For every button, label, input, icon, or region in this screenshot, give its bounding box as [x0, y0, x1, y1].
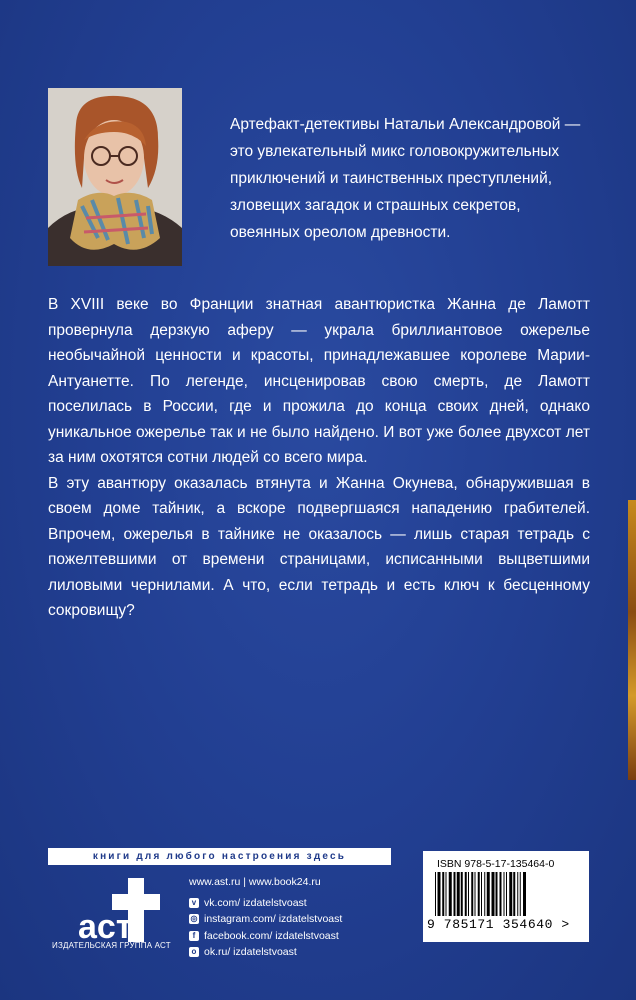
intro-line: овеянных ореолом древности.: [230, 224, 451, 241]
tagline-banner: книги для любого настроения здесь: [48, 848, 391, 865]
social-link-text: vk.com/ izdatelstvoast: [204, 896, 307, 909]
facebook-icon: f: [189, 931, 199, 941]
barcode-bar: [438, 872, 441, 916]
barcode-bar: [454, 872, 456, 916]
barcode-bar: [471, 872, 473, 916]
barcode-bar: [506, 872, 507, 916]
barcode-bar: [461, 872, 463, 916]
social-link-text: facebook.com/ izdatelstvoast: [204, 929, 339, 942]
logo-text: аст: [78, 908, 133, 946]
vk-icon: v: [189, 898, 199, 908]
publisher-caption: ИЗДАТЕЛЬСКАЯ ГРУППА АСТ: [52, 941, 171, 950]
publisher-logo: [56, 872, 176, 982]
barcode-bar: [468, 872, 469, 916]
intro-line: Артефакт-детективы Натальи Александровой —: [230, 116, 581, 133]
barcode-bar: [496, 872, 498, 916]
barcode-bar: [484, 872, 485, 916]
social-link-text: ok.ru/ izdatelstvoast: [204, 946, 297, 958]
barcode-bar: [487, 872, 490, 916]
isbn-number: ISBN 978-5-17-135464-0: [437, 858, 555, 870]
barcode-bar: [520, 872, 521, 916]
instagram-icon: ◎: [190, 914, 198, 924]
barcode-bar: [509, 872, 512, 916]
barcode-bar: [500, 872, 502, 916]
barcode-bar: [465, 872, 467, 916]
author-photo: [48, 88, 182, 266]
barcode-bar: [504, 872, 505, 916]
odnoklassniki-icon: o: [189, 947, 199, 957]
intro-line: зловещих загадок и страшных секретов,: [230, 197, 521, 214]
author-intro: [230, 111, 610, 246]
barcode-bar: [475, 872, 476, 916]
synopsis-paragraph: В XVIII веке во Франции знатная авантюристка Жанна де Ламотт провернула дерзкую аферу — украла бриллиантовое ожерелье необычайной ценности и красоты, принадлежавшее королеве Марии-Антуанетте. По легенде, инсценировав свою смерть, де Ламотт поселилась в России, где и прожила до конца своих дней, однако уникальное ожерелье так и не было найдено. И вот уже более двухсот лет за ним охотятся сотни людей со всего мира.: [48, 296, 590, 466]
synopsis: [48, 292, 590, 624]
barcode-bar: [442, 872, 444, 916]
publisher-links: [189, 874, 389, 961]
intro-line: это увлекательный микс головокружительных: [230, 143, 560, 160]
website-links[interactable]: www.ast.ru | www.book24.ru: [189, 876, 321, 888]
barcode-bar: [478, 872, 480, 916]
synopsis-paragraph: В эту авантюру оказалась втянута и Жанна Окунева, обнаружившая в своем доме тайник, а вскоре подвергшаяся нападению грабителей. Впрочем, ожерелья в тайнике не оказалось — лишь старая тетрадь с пожелтевшими от времени страницами, исписанными выцветшими лиловыми чернилами. А что, если тетрадь и есть ключ к бесценному сокровищу?: [48, 474, 590, 619]
barcode-bar: [517, 872, 518, 916]
barcode-bar: [513, 872, 515, 916]
barcode-bars: [435, 872, 577, 916]
intro-line: приключений и таинственных преступлений,: [230, 170, 553, 187]
social-link-ok[interactable]: [189, 944, 389, 961]
barcode-bar: [446, 872, 447, 916]
social-link-vk[interactable]: [189, 895, 389, 912]
social-link-instagram[interactable]: [189, 911, 389, 928]
barcode-bar: [435, 872, 436, 916]
barcode-bar: [492, 872, 495, 916]
barcode-bar: [449, 872, 452, 916]
spine-edge: [628, 500, 636, 780]
barcode-digits: 9 785171 354640 >: [427, 917, 570, 932]
social-link-text: instagram.com/ izdatelstvoast: [204, 913, 343, 925]
barcode-bar: [457, 872, 460, 916]
barcode-bar: [523, 872, 526, 916]
social-link-facebook[interactable]: [189, 928, 389, 945]
barcode-bar: [481, 872, 482, 916]
barcode-box: [423, 851, 589, 942]
